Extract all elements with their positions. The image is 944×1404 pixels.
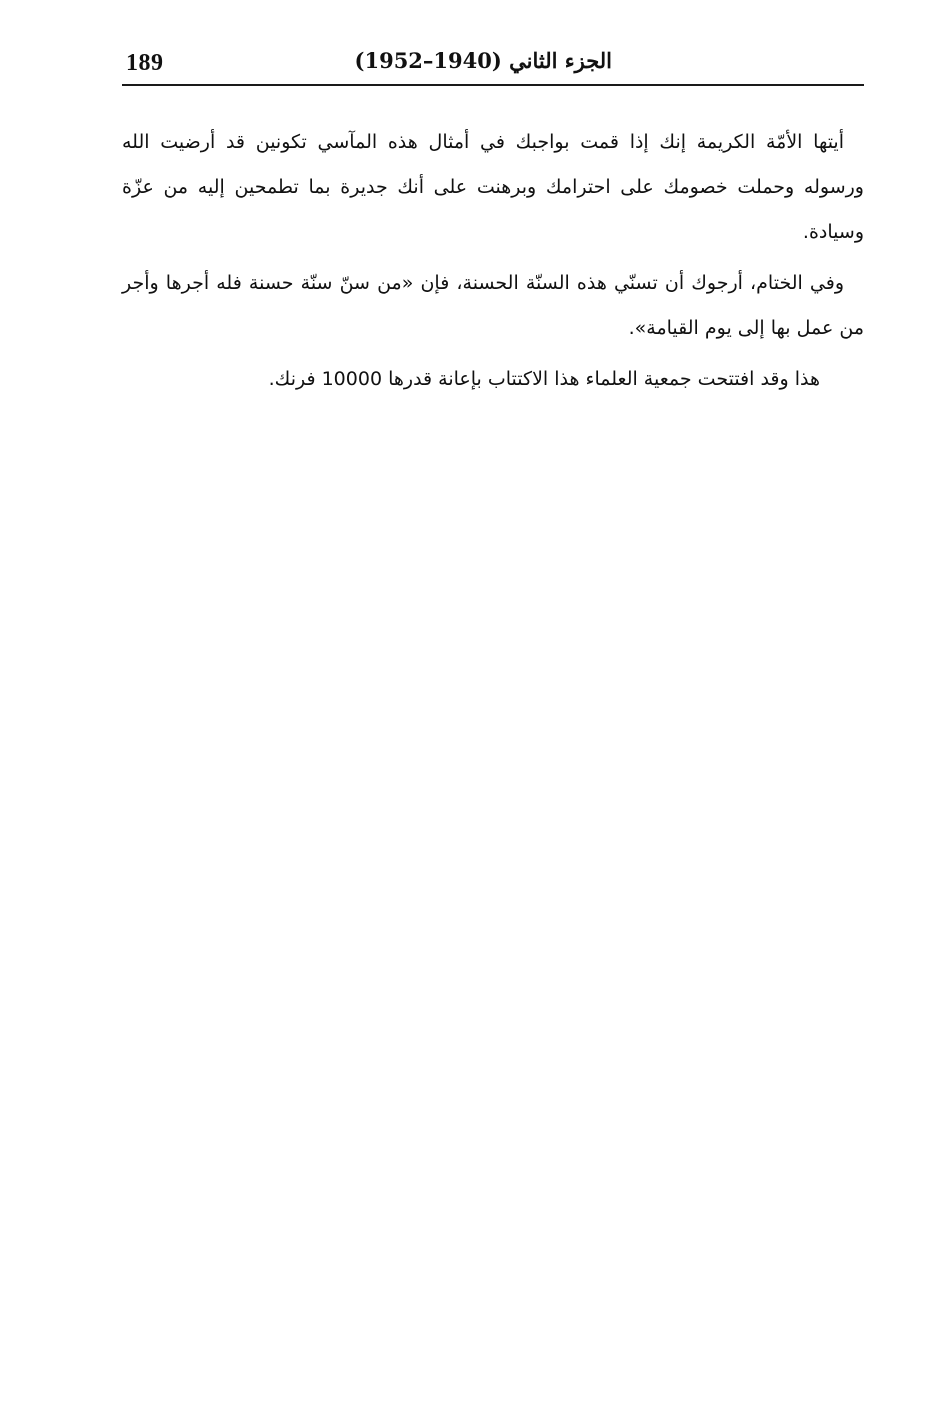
paragraph-3: هذا وقد افتتحت جمعية العلماء هذا الاكتتاب بإعانة قدرها 10000 فرنك. <box>268 368 820 390</box>
running-header-title: الجزء الثاني (1940–1952) <box>354 48 612 73</box>
paragraph-1: أيتها الأمّة الكريمة إنك إذا قمت بواجبك في أمثال هذه المآسي تكونين قد أرضيت الله ورسوله وحملت خصومك على احترامك وبرهنت على أنك جديرة بما تطمحين إليه من عزّة وسيادة. <box>122 131 864 243</box>
running-header <box>122 44 864 86</box>
paragraph-2: وفي الختام، أرجوك أن تسنّي هذه السنّة الحسنة، فإن «من سنّ سنّة حسنة فله أجرها وأجر من عمل بها إلى يوم القيامة». <box>122 272 864 339</box>
page-number: 189 <box>126 50 164 76</box>
body-text <box>122 120 864 408</box>
